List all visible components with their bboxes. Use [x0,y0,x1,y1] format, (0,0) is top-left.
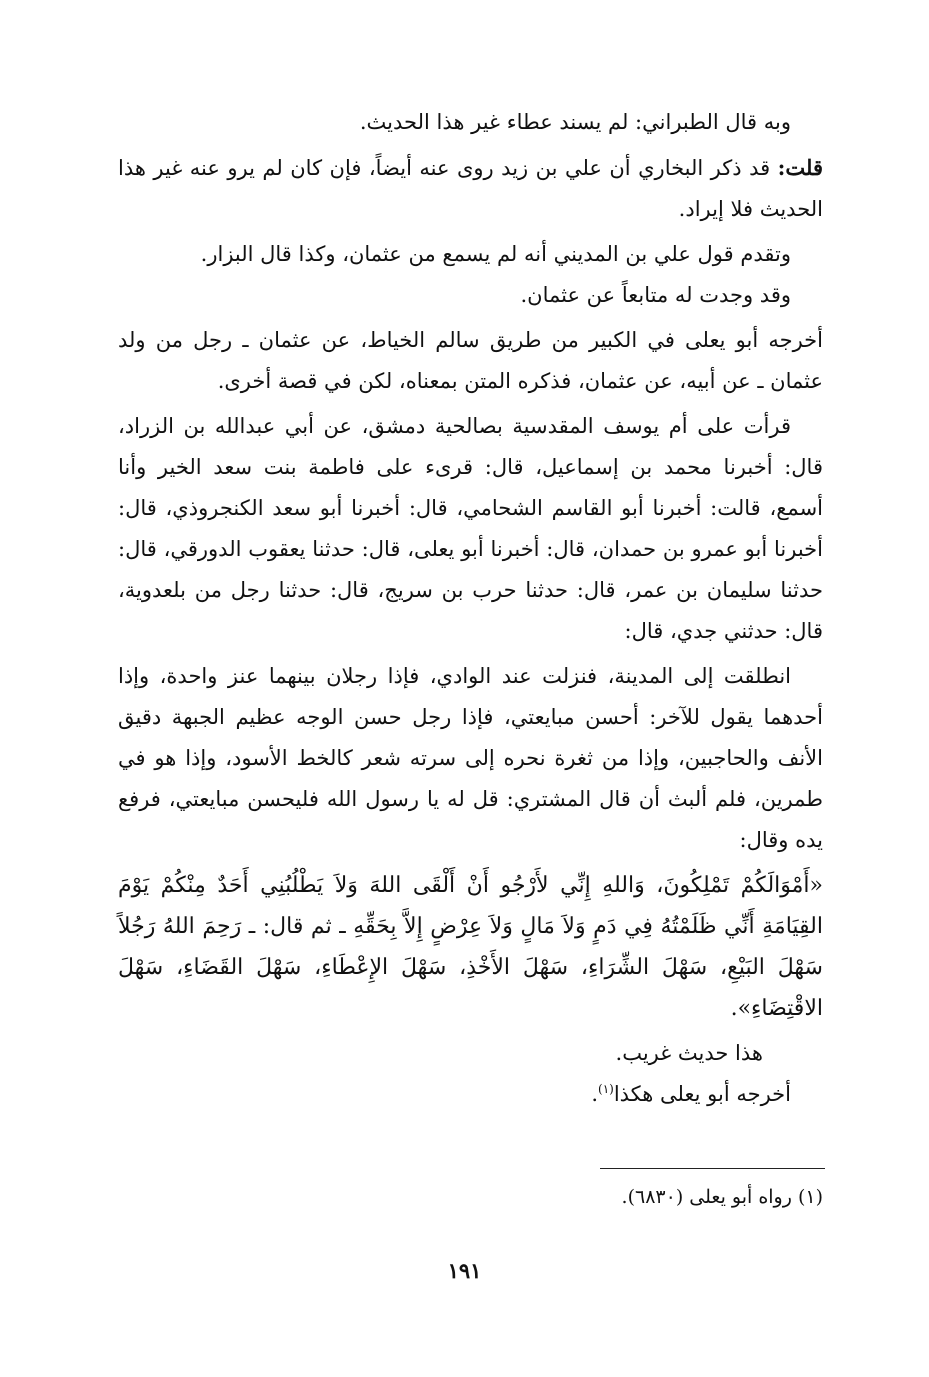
paragraph-gharib: هذا حديث غريب. [615,1041,763,1065]
takhrij-text: أخرجه أبو يعلى هكذا [613,1082,791,1106]
paragraph-story: انطلقت إلى المدينة، فنزلت عند الوادي، فإذا رجلان بينهما عنز واحدة، وإذا أحدهما يقول للآخر: أحسن مبايعتي، فإذا رجل حسن الوجه عظيم الجبهة دقيق الأنف والحاجبين، وإذا من ثغرة نحره إلى سرته شعر كالخط الأسود، وإذا هو في طمرين، فلم ألبث أن قال المشتري: قل له يا رسول الله فليحسن مبايعتي، فرفع يده وقال: [118,664,823,852]
footnote: (١) رواه أبو يعلى (٦٨٣٠). [621,1186,823,1208]
page-number: ١٩١ [447,1258,482,1283]
paragraph-mutabi: وقد وجدت له متابعاً عن عثمان. [520,283,791,307]
paragraph-tabarani: وبه قال الطبراني: لم يسند عطاء غير هذا الحديث. [359,110,791,134]
qultu-label: قلت: [777,155,823,180]
footnote-divider [600,1168,825,1169]
footnote-reference: (١) [598,1082,614,1096]
takhrij-period: . [591,1082,598,1106]
paragraph-madini: وتقدم قول علي بن المديني أنه لم يسمع من عثمان، وكذا قال البزار. [200,242,791,266]
paragraph-qultu [118,147,823,230]
main-text [118,102,823,1115]
qultu-text: قد ذكر البخاري أن علي بن زيد روى عنه أيضاً، فإن كان لم يرو عنه غير هذا الحديث فلا إيراد. [118,156,823,221]
paragraph-abu-yala-kabir: أخرجه أبو يعلى في الكبير من طريق سالم الخياط، عن عثمان ـ رجل من ولد عثمان ـ عن أبيه، عن عثمان، فذكره المتن بمعناه، لكن في قصة أخرى. [118,328,823,393]
paragraph-hadith-text: «أَمْوَالَكُمْ تَمْلِكُونَ، وَاللهِ إِنِّي لأَرْجُو أَنْ أَلْقَى اللهَ وَلاَ يَطْلُبُنِي أَحَدٌ مِنْكُمْ يَوْمَ القِيَامَةِ أَنِّي ظَلَمْتُهُ فِي دَمٍ وَلاَ مَالٍ وَلاَ عِرْضٍ إِلاَّ بِحَقِّهِ ـ ثم قال: ـ رَحِمَ اللهُ رَجُلاً سَهْلَ البَيْعِ، سَهْلَ الشِّرَاءِ، سَهْلَ الأَخْذِ، سَهْلَ الإِعْطَاءِ، سَهْلَ القَضَاءِ، سَهْلَ الاقْتِضَاءِ». [118,873,823,1021]
paragraph-isnad: قرأت على أم يوسف المقدسية بصالحية دمشق، عن أبي عبدالله بن الزراد، قال: أخبرنا محمد بن إسماعيل، قال: قرىء على فاطمة بنت سعد الخير وأنا أسمع، قالت: أخبرنا أبو القاسم الشحامي، قال: أخبرنا أبو سعد الكنجروذي، قال: أخبرنا أبو عمرو بن حمدان، قال: أخبرنا أبو يعلى، قال: حدثنا يعقوب الدورقي، قال: حدثنا سليمان بن عمر، قال: حدثنا حرب بن سريج، قال: حدثنا رجل من بلعدوية، قال: حدثني جدي، قال: [118,414,823,643]
paragraph-takhrij [118,1074,823,1115]
